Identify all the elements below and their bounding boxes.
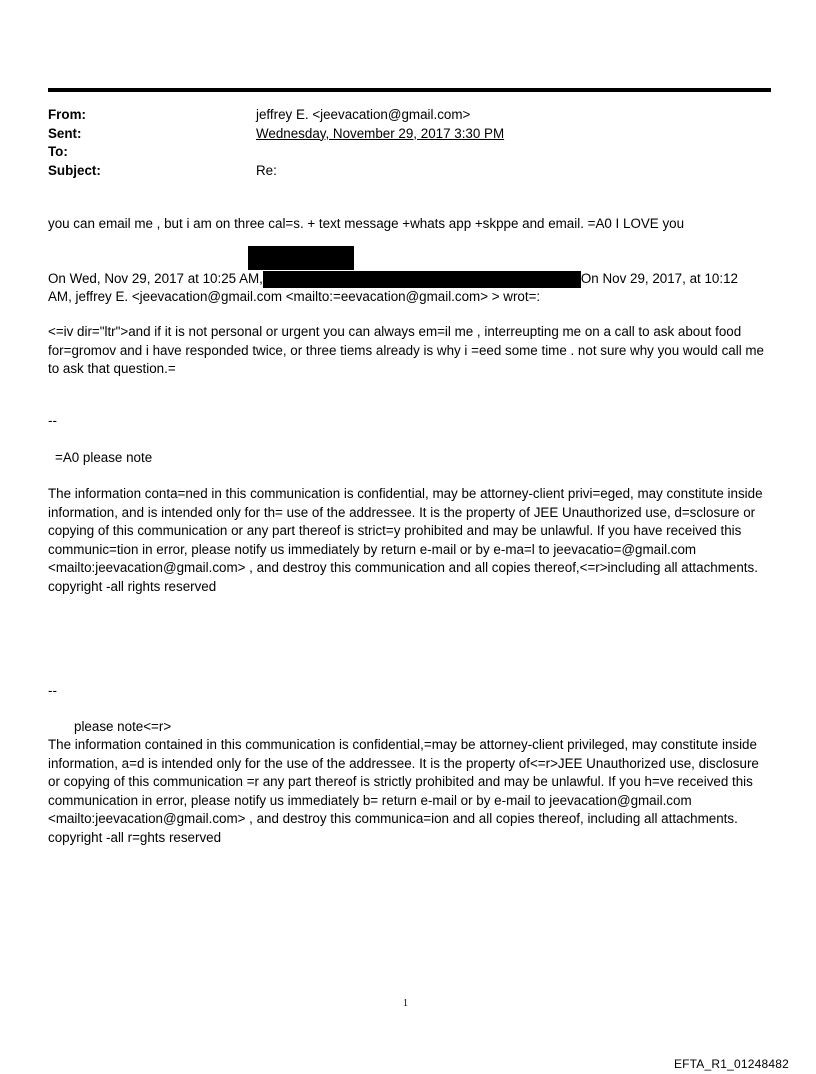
note-2: please note<=r> <box>74 719 172 734</box>
redaction-sender <box>263 271 581 288</box>
header-rule <box>48 88 771 92</box>
quote-intro-date-2: On Nov 29, 2017, at 10:12 <box>580 271 738 286</box>
message-line: you can email me , but i am on three cal=s. + text message +whats app +skppe and email. =A0 I LOVE you <box>48 216 685 231</box>
note-1: =A0 please note <box>55 450 153 465</box>
disclaimer-2: The information contained in this communication is confidential,=may be attorney-client privileged, may constitute inside information, a=d is intended only for the use of the addressee. It is the property of<=r>JEE Unauthorized use, disclosure or copying of this communication =r any part thereof is strictly prohibited and may be unlawful. If you h=ve received this communication in error, please notify us immediately b= return e-mail or by e-mail to jeevacation@gmail.com <mailto:jeevacation@gmail.com> , and destroy this communica=ion and all copies thereof, including all attachments. copyright -all r=ghts reserved <box>48 737 759 845</box>
from-label: From: <box>48 107 86 122</box>
disclaimer-1: The information conta=ned in this communication is confidential, may be attorney-client privi=eged, may constitute inside information, and is intended only for th= use of the addressee. It is the property of JEE Unauthorized use, d=sclosure or copying of this communication or any part thereof is strict=y prohibited and may be unlawful. If you have received this communic=tion in error, please notify us immediately by return e-mail or by e-ma=l to jeevacatio=@gmail.com <mailto:jeevacation@gmail.com> , and destroy this communication and all copies thereof,<=r>including all attachments. copyright -all rights reserved <box>48 486 763 594</box>
subject-label: Subject: <box>48 162 101 178</box>
sent-label: Sent: <box>48 125 82 141</box>
to-label: To: <box>48 144 68 159</box>
quote-intro-line2: AM, jeffrey E. <jeevacation@gmail.com <mailto:=eevacation@gmail.com> > wrot=: <box>48 289 541 304</box>
quote-intro <box>48 270 770 289</box>
page-number: 1 <box>403 998 408 1009</box>
sent-value: Wednesday, November 29, 2017 3:30 PM <box>256 125 505 141</box>
subject-value: Re: <box>256 162 277 178</box>
redaction-to <box>248 246 354 270</box>
from-value: jeffrey E. <jeevacation@gmail.com> <box>256 107 471 122</box>
quote-intro-date: On Wed, Nov 29, 2017 at 10:25 AM, <box>48 271 263 286</box>
separator-1: -- <box>48 413 57 428</box>
quoted-paragraph: <=iv dir="ltr">and if it is not personal or urgent you can always em=il me , interreupting me on a call to ask about food for=gromov and i have responded twice, or three tiems already is why i =eed some time . not sure why you would call me to ask that question.= <box>48 324 765 376</box>
separator-2: -- <box>48 683 57 698</box>
document-id: EFTA_R1_01248482 <box>673 1057 789 1071</box>
